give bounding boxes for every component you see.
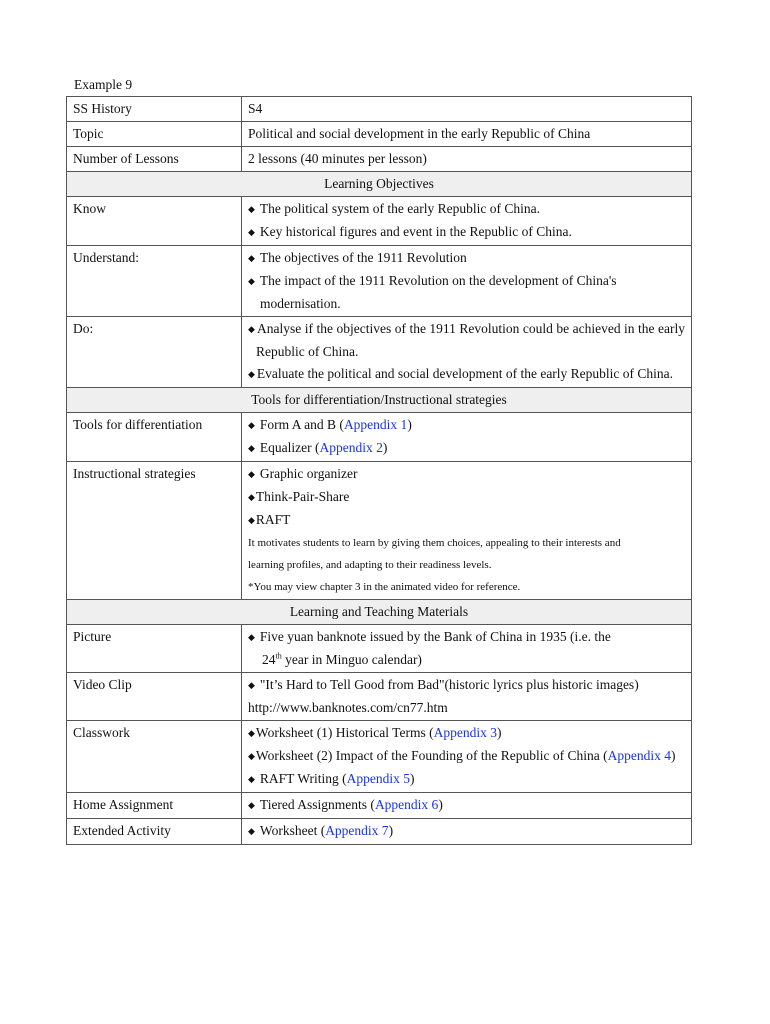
list-item: ◆Worksheet (2) Impact of the Founding of the Republic of China (Appendix 4)	[248, 748, 676, 763]
subject-label: SS History	[67, 97, 242, 122]
row-do	[67, 317, 692, 388]
list-item: ◆Think-Pair-Share	[248, 489, 350, 504]
home-label: Home Assignment	[67, 793, 242, 819]
picture-label: Picture	[67, 625, 242, 673]
lessons-value: 2 lessons (40 minutes per lesson)	[242, 147, 692, 172]
know-label: Know	[67, 197, 242, 246]
list-item: ◆ The political system of the early Republic of China.	[248, 201, 540, 216]
strategies-items	[242, 462, 692, 600]
list-item: ◆ Graphic organizer	[248, 466, 358, 481]
row-tools-differentiation	[67, 413, 692, 462]
row-classwork	[67, 721, 692, 793]
extended-label: Extended Activity	[67, 819, 242, 845]
row-topic	[67, 122, 692, 147]
diamond-bullet-icon: ◆	[248, 774, 255, 784]
diamond-bullet-icon: ◆	[248, 443, 255, 453]
diamond-bullet-icon: ◆	[248, 276, 255, 286]
topic-label: Topic	[67, 122, 242, 147]
list-item: ◆ Form A and B (Appendix 1)	[248, 417, 412, 432]
list-item: ◆ Tiered Assignments (Appendix 6)	[248, 797, 443, 812]
row-video-clip	[67, 673, 692, 721]
row-home-assignment	[67, 793, 692, 819]
diamond-bullet-icon: ◆	[248, 204, 255, 214]
subject-value: S4	[242, 97, 692, 122]
diamond-bullet-icon: ◆	[248, 469, 255, 479]
raft-note-line-2: learning profiles, and adapting to their readiness levels.	[248, 559, 492, 571]
row-picture	[67, 625, 692, 673]
know-items	[242, 197, 692, 246]
row-understand	[67, 246, 692, 317]
section-title: Learning and Teaching Materials	[67, 600, 692, 625]
lesson-plan-table	[66, 96, 692, 845]
picture-text	[242, 625, 692, 673]
list-item: ◆ Key historical figures and event in the Republic of China.	[248, 224, 572, 239]
home-items	[242, 793, 692, 819]
list-item: ◆ Analyse if the objectives of the 1911 Revolution could be achieved in the early Republic of China.	[248, 321, 686, 359]
strategies-label: Instructional strategies	[67, 462, 242, 600]
differentiation-items	[242, 413, 692, 462]
appendix-2-link[interactable]: Appendix 2	[319, 440, 383, 455]
video-url[interactable]: http://www.banknotes.com/cn77.htm	[248, 700, 448, 715]
diamond-bullet-icon: ◆	[248, 751, 255, 761]
do-items	[242, 317, 692, 388]
differentiation-label: Tools for differentiation	[67, 413, 242, 462]
understand-items	[242, 246, 692, 317]
diamond-bullet-icon: ◆	[248, 800, 255, 810]
list-item: ◆ Evaluate the political and social development of the early Republic of China.	[248, 366, 674, 381]
diamond-bullet-icon: ◆	[248, 728, 255, 738]
video-text	[242, 673, 692, 721]
diamond-bullet-icon: ◆	[248, 632, 255, 642]
appendix-3-link[interactable]: Appendix 3	[433, 725, 497, 740]
understand-label: Understand:	[67, 246, 242, 317]
do-label: Do:	[67, 317, 242, 388]
classwork-label: Classwork	[67, 721, 242, 793]
list-item: ◆ RAFT Writing (Appendix 5)	[248, 771, 415, 786]
diamond-bullet-icon: ◆	[248, 420, 255, 430]
diamond-bullet-icon: ◆	[248, 515, 255, 525]
list-item: ◆ Five yuan banknote issued by the Bank of China in 1935 (i.e. the	[248, 629, 611, 644]
appendix-7-link[interactable]: Appendix 7	[325, 823, 389, 838]
appendix-1-link[interactable]: Appendix 1	[343, 417, 408, 432]
section-title: Learning Objectives	[67, 172, 692, 197]
list-item: ◆RAFT	[248, 512, 291, 527]
section-tools	[67, 388, 692, 413]
list-item: ◆ Worksheet (Appendix 7)	[248, 823, 394, 838]
row-know	[67, 197, 692, 246]
diamond-bullet-icon: ◆	[248, 253, 255, 263]
list-item-continued: 24th year in Minguo calendar)	[262, 651, 422, 667]
lessons-label: Number of Lessons	[67, 147, 242, 172]
diamond-bullet-icon: ◆	[248, 227, 255, 237]
document-title: Example 9	[74, 77, 133, 92]
list-item: ◆ The objectives of the 1911 Revolution	[248, 250, 467, 265]
diamond-bullet-icon: ◆	[248, 369, 255, 379]
section-learning-objectives	[67, 172, 692, 197]
section-title: Tools for differentiation/Instructional strategies	[67, 388, 692, 413]
video-label: Video Clip	[67, 673, 242, 721]
video-note: *You may view chapter 3 in the animated video for reference.	[248, 581, 521, 593]
extended-items	[242, 819, 692, 845]
section-materials	[67, 600, 692, 625]
classwork-items	[242, 721, 692, 793]
diamond-bullet-icon: ◆	[248, 680, 255, 690]
raft-note-line-1: It motivates students to learn by giving them choices, appealing to their interests and	[248, 537, 621, 549]
list-item: ◆ The impact of the 1911 Revolution on the development of China's modernisation.	[248, 273, 617, 311]
list-item: ◆Worksheet (1) Historical Terms (Appendix 3)	[248, 725, 502, 740]
row-lessons	[67, 147, 692, 172]
diamond-bullet-icon: ◆	[248, 492, 255, 502]
appendix-4-link[interactable]: Appendix 4	[607, 748, 672, 763]
row-instructional-strategies	[67, 462, 692, 600]
row-subject	[67, 97, 692, 122]
diamond-bullet-icon: ◆	[248, 826, 255, 836]
topic-value: Political and social development in the early Republic of China	[242, 122, 692, 147]
list-item: ◆ Equalizer (Appendix 2)	[248, 440, 388, 455]
appendix-5-link[interactable]: Appendix 5	[346, 771, 411, 786]
row-extended-activity	[67, 819, 692, 845]
diamond-bullet-icon: ◆	[248, 324, 256, 334]
list-item: ◆ "It’s Hard to Tell Good from Bad"(historic lyrics plus historic images)	[248, 677, 639, 692]
appendix-6-link[interactable]: Appendix 6	[374, 797, 439, 812]
